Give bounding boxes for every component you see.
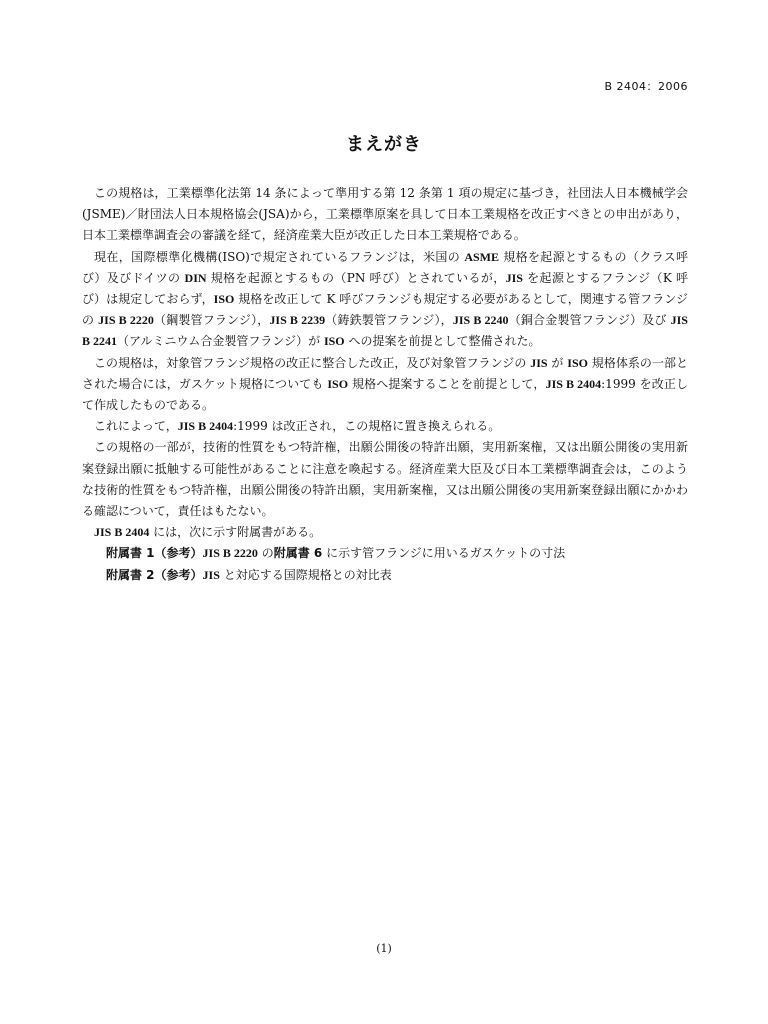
bold-term: JIS xyxy=(530,355,548,370)
standard-reference: JIS B 2404 xyxy=(545,376,602,391)
annex-text: の xyxy=(257,546,274,561)
standard-reference: JIS B 2240 xyxy=(452,313,509,328)
annex-text: と対応する国際規格との対比表 xyxy=(219,567,392,582)
paragraph-replacement xyxy=(82,416,688,437)
paragraph-text: 規格を起源とするもの（PN 呼び）とされているが， xyxy=(206,270,506,285)
paragraph-text: 規格を起源とするもの（クラス呼び）及びドイツの xyxy=(82,249,688,285)
bold-term: ISO xyxy=(567,355,588,370)
standard-reference: JIS B 2220 xyxy=(98,313,154,328)
annex-label: 附属書 1（参考） xyxy=(106,546,203,561)
paragraph-revision-purpose xyxy=(82,353,688,417)
annex-text: に示す管フランジに用いるガスケットの寸法 xyxy=(322,546,566,561)
paragraph-background xyxy=(82,247,688,353)
paragraph-text: を起源とするフランジ（K 呼び）は規定しておらず， xyxy=(82,270,688,307)
page-number: (1) xyxy=(376,942,392,955)
paragraph-text: が xyxy=(547,355,568,370)
bold-term: JIS xyxy=(505,270,523,285)
annex-list xyxy=(82,543,688,585)
paragraph-text: この規格の一部が，技術的性質をもつ特許権，出願公開後の特許出願，実用新案権，又は出願公開後の実用新案登録出願に抵触する可能性があることに注意を喚起する。経済産業大臣及び日本工業標準調査会は，このような技術的性質をもつ特許権，出願公開後の特許出願，実用新案権，又は出願公開後の実用新案登録出願にかかわる確認について，責任はもたない。 xyxy=(82,440,688,519)
paragraph-text: （鋼製管フランジ）， xyxy=(153,313,270,328)
paragraph-text: 規格を改正して K 呼びフランジも規定する必要があるとして，関連する管フランジの xyxy=(82,292,688,328)
paragraph-text: への提案を前提として整備された。 xyxy=(344,334,541,349)
paragraph-text: （銅合金製管フランジ）及び xyxy=(508,313,671,328)
paragraph-text: 現在，国際標準化機構(ISO)で規定されているフランジは，米国の xyxy=(94,249,465,264)
paragraph-annex-intro xyxy=(82,522,688,543)
bold-term: ISO xyxy=(327,376,349,391)
annex-reference: 附属書 6 xyxy=(273,546,323,561)
paragraph-text: この規格は，対象管フランジ規格の改正に整合した改正，及び対象管フランジの xyxy=(94,355,531,370)
paragraph-text: :1999 を改正して作成したものである。 xyxy=(82,376,688,413)
bold-term: ISO xyxy=(323,334,345,349)
paragraph-text: （鋳鉄製管フランジ）， xyxy=(325,313,453,328)
standard-reference: JIS B 2241 xyxy=(82,313,688,349)
standard-reference: JIS B 2404 xyxy=(94,525,150,540)
paragraph-text: には，次に示す附属書がある。 xyxy=(149,525,322,540)
annex-item xyxy=(82,565,688,586)
page-title: まえがき xyxy=(346,134,422,155)
standard-reference: JIS B 2220 xyxy=(202,546,258,561)
paragraph-text: この規格は，工業標準化法第 14 条によって準用する第 12 条第 1 項の規定に基づき，社団法人日本機械学会(JSME)／財団法人日本規格協会(JSA)から，工業標準原案を具して日本工業規格を改正すべきとの申出があり，日本工業標準調査会の審議を経て，経済産業大臣が改正した日本工業規格である。 xyxy=(82,186,688,243)
standard-reference: JIS B 2404 xyxy=(177,419,234,434)
bold-term: ASME xyxy=(464,249,500,264)
annex-item xyxy=(82,543,688,564)
paragraph-text: 規格へ提案することを前提として， xyxy=(348,376,546,391)
paragraph-text: :1999 は改正され，この規格に置き換えられる。 xyxy=(233,419,501,434)
standard-reference: JIS xyxy=(202,567,220,582)
document-number: B 2404：2006 xyxy=(604,80,688,93)
bold-term: ISO xyxy=(213,292,235,307)
paragraph-patent-notice xyxy=(82,437,688,522)
bold-term: DIN xyxy=(184,270,207,285)
annex-label: 附属書 2（参考） xyxy=(106,567,203,582)
paragraph-text: （アルミニウム合金製管フランジ）が xyxy=(117,334,324,349)
paragraph-text: これによって， xyxy=(94,419,178,434)
standard-reference: JIS B 2239 xyxy=(269,313,326,328)
document-body xyxy=(82,183,688,586)
paragraph-text: 規格体系の一部とされた場合には，ガスケット規格についても xyxy=(82,355,688,391)
paragraph-enactment xyxy=(82,183,688,247)
